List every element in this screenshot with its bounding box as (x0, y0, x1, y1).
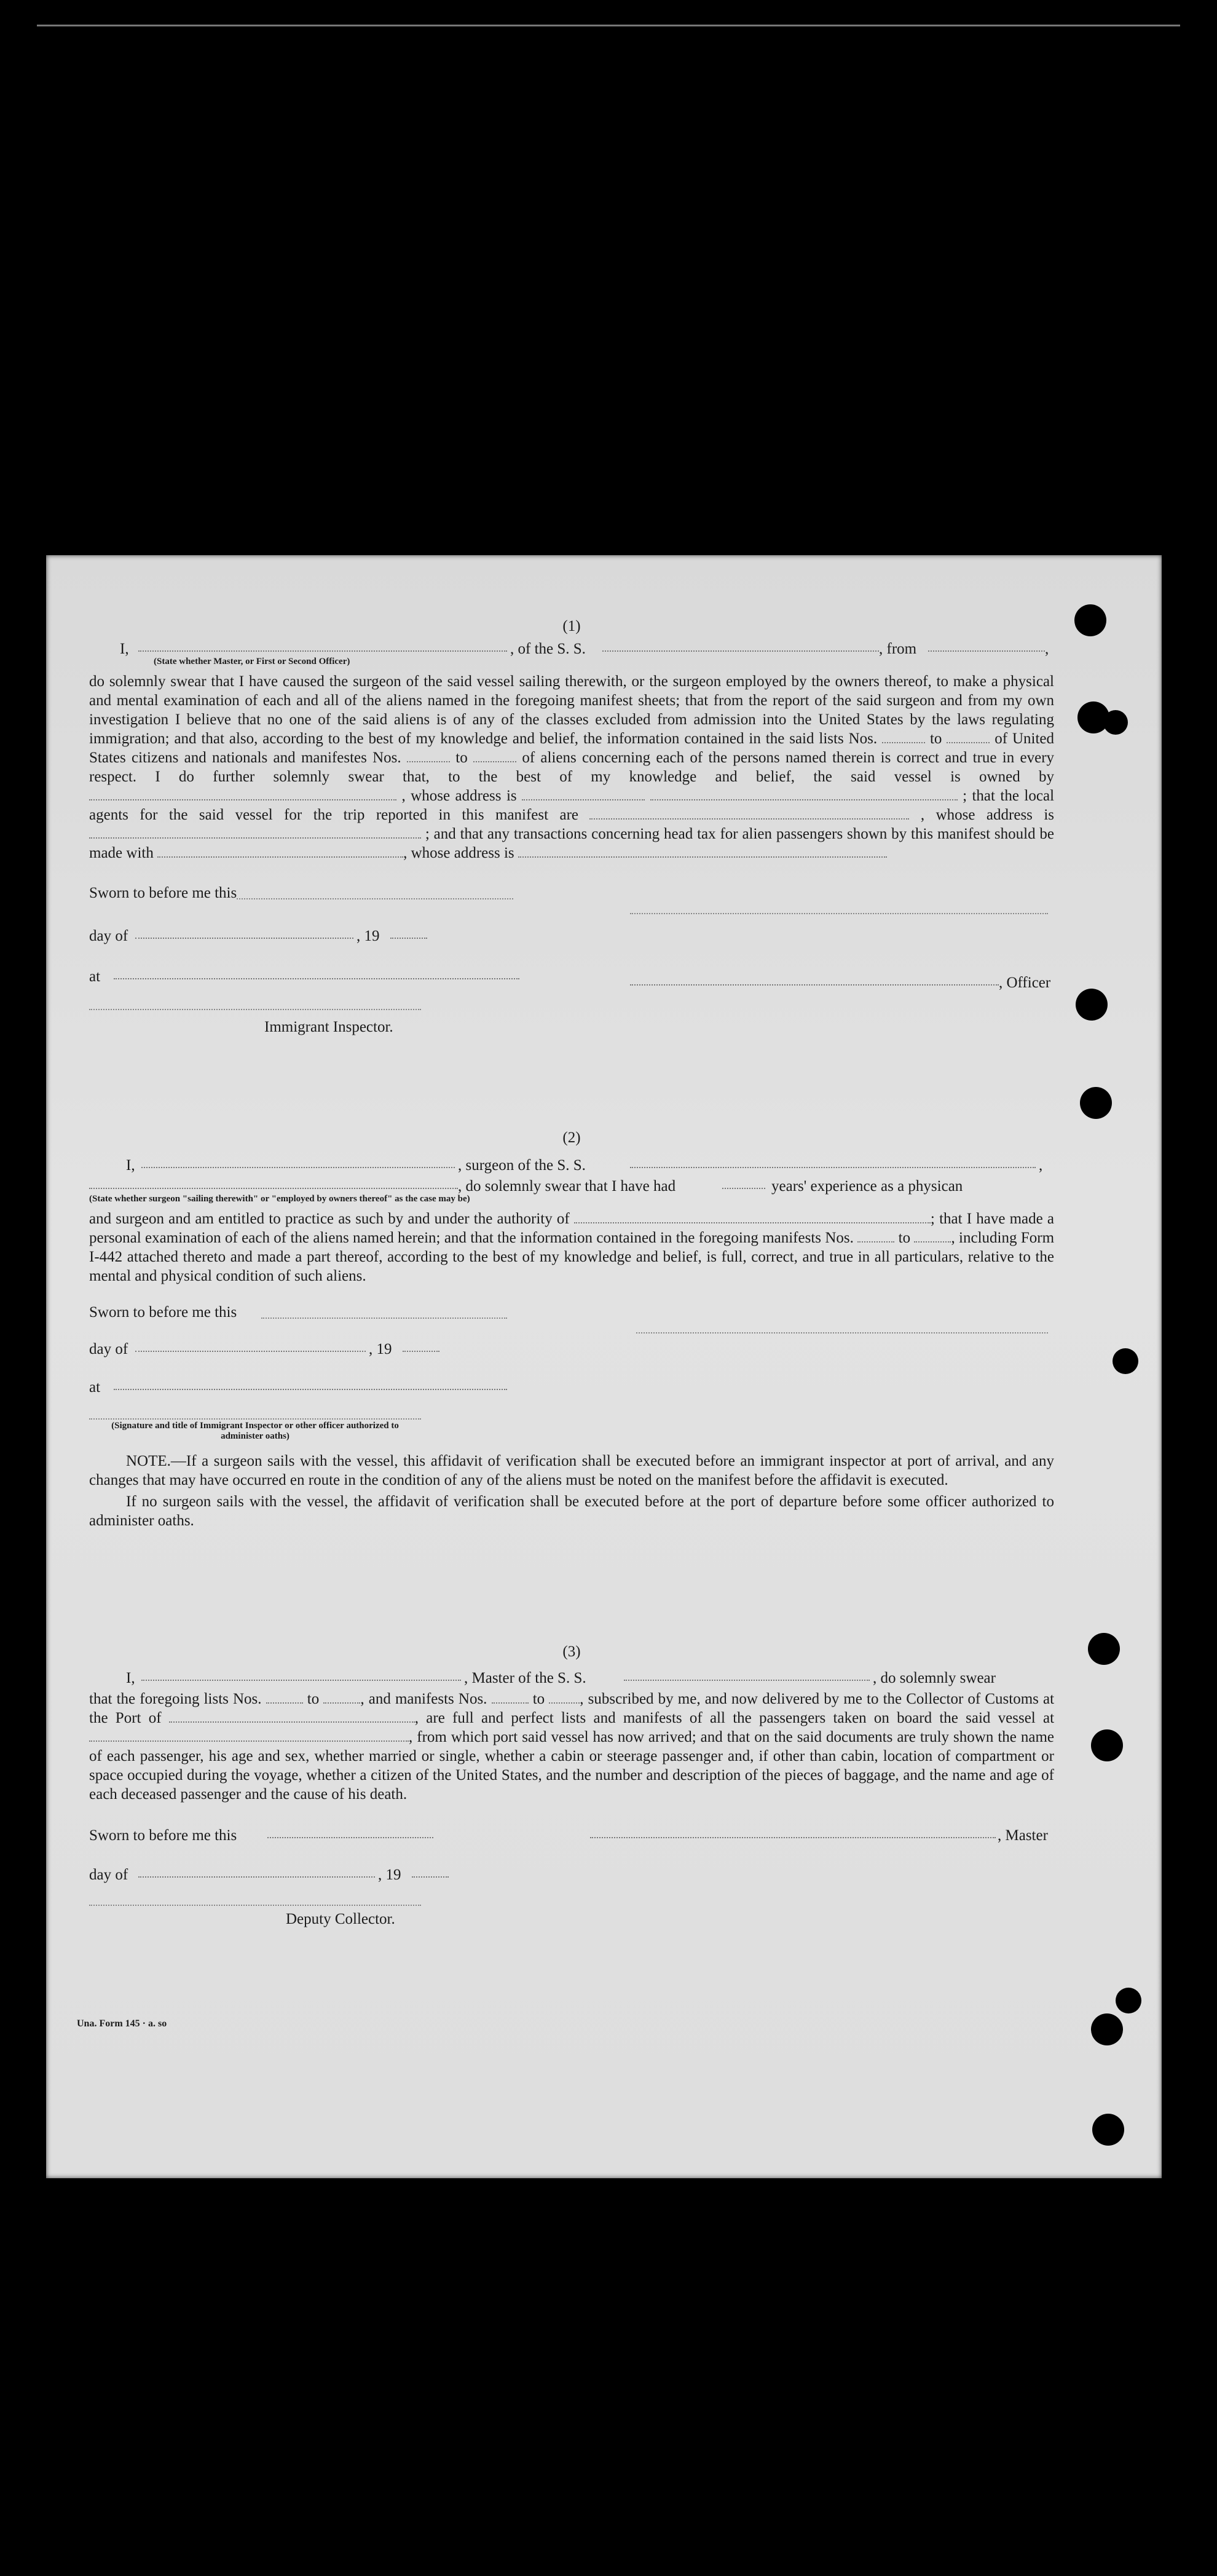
film-edge-line (37, 25, 1180, 26)
section-text: , are full and perfect lists and manifests of all the passengers (414, 1710, 826, 1726)
blank-line (157, 844, 403, 858)
blank-line (135, 1338, 366, 1352)
blank-line (928, 638, 1045, 652)
section-text: to (307, 1691, 320, 1707)
punch-hole (1091, 1729, 1123, 1761)
section-text: that I have made a personal examination of each of the aliens named herein; and that the information contained in the foregoing manifests Nos. (89, 1211, 1055, 1246)
form-number: Una. Form 145 · a. so (77, 2018, 167, 2029)
blank-line (89, 825, 421, 839)
blank-line (947, 730, 990, 743)
punch-hole (1103, 710, 1128, 735)
blank-line (135, 925, 353, 939)
blank-line (473, 749, 516, 762)
blank-line (89, 787, 396, 800)
blank-line (492, 1690, 529, 1704)
section-text: ; and that any transactions concerning head tax for alien passengers shown by this manifest should be made with (89, 826, 1055, 861)
section-text: , from (879, 641, 917, 657)
section-text: years' experience as a physican (771, 1178, 963, 1195)
section-1 (89, 617, 1054, 1036)
blank-line (574, 1210, 931, 1223)
blank-line (589, 806, 909, 820)
punch-hole (1088, 1633, 1120, 1665)
section-text: , whose address is (920, 807, 1055, 823)
sworn-label: Sworn to before me this (89, 1827, 237, 1844)
punch-hole (1076, 989, 1108, 1021)
blank-line (857, 1229, 894, 1243)
section-text: , including Form I-442 attached thereto and made a part thereof, according to the best of my knowledge and belief, is full, correct, and true in all particulars, relative to the mental and physical condition of such aliens. (89, 1230, 1055, 1284)
section-text: , do solemnly swear that I have had (458, 1178, 676, 1195)
blank-line (114, 966, 519, 979)
punch-hole (1080, 1087, 1112, 1119)
section-text: , (1039, 1157, 1043, 1174)
section-text: I, (126, 1670, 135, 1686)
section-text: to (455, 749, 468, 766)
section-text: , and manifests Nos. (360, 1691, 487, 1707)
section-text: , of the S. S. (510, 641, 586, 657)
year-label: , 19 (369, 1341, 392, 1357)
section-text: , surgeon of the S. S. (458, 1157, 586, 1174)
blank-line (266, 1690, 303, 1704)
master-label: , Master (998, 1827, 1048, 1844)
section-text: of United States citizens and nationals and manifestes Nos. (89, 730, 1054, 766)
section-text: , (1045, 641, 1049, 657)
blank-line (630, 1155, 1036, 1168)
year-label: , 19 (378, 1867, 401, 1883)
section-text: Collector of Customs at the Port of (89, 1691, 1055, 1726)
section-number: (2) (562, 1129, 581, 1146)
section-text: to (898, 1230, 911, 1246)
blank-line (169, 1709, 415, 1723)
section-text: to (929, 730, 942, 747)
blank-line (89, 1175, 458, 1189)
blank-line (390, 925, 427, 939)
blank-line (261, 1318, 507, 1319)
signature-line (630, 913, 1048, 914)
blank-line (602, 638, 879, 652)
section-text: do solemnly swear that I have caused the surgeon of the said vessel sailing therewith, or the surgeon employed by the owners thereof, to make a physical and mental examination of each and all of the aliens named in the foregoing manifest sheets; that from the report of the said surgeon and from my own investigation I believe that no one of the said aliens is of any of the classes excluded from admission into the United States by the laws regulating immigration; and that also, according to the best of my knowledge and belief, the information contained in the said lists Nos. (89, 673, 1054, 747)
field-note: (State whether Master, or First or Second Officer) (154, 657, 350, 666)
day-label: day of (89, 1341, 128, 1357)
blank-line (882, 730, 925, 743)
signature-line (89, 1009, 421, 1010)
punch-hole (1074, 604, 1106, 636)
sworn-label: Sworn to before me this (89, 885, 237, 901)
punch-hole (1092, 2114, 1124, 2146)
section-text: whose address is (411, 845, 514, 861)
section-text: , Master of the S. S. (464, 1670, 586, 1686)
blank-line (412, 1864, 449, 1878)
signature-line (89, 1418, 421, 1420)
section-text: taken on board the said vessel at (833, 1710, 1055, 1726)
blank-line (141, 1667, 461, 1681)
section-text: , (403, 845, 408, 861)
section-text: I, (126, 1157, 135, 1174)
officer-label: , Officer (999, 974, 1051, 991)
at-label: at (89, 1379, 101, 1396)
section-text: , subscribed by me, and now delivered by me to the (580, 1691, 902, 1707)
blank-line (323, 1690, 360, 1704)
blank-line (518, 844, 887, 858)
section-text: ; (930, 1211, 935, 1227)
blank-line (141, 1155, 455, 1168)
blank-line (650, 787, 958, 800)
note-paragraph: NOTE.—If a surgeon sails with the vessel, this affidavit of verification shall be executed before an immigrant inspector at port of arrival, and any changes that may have occurred en route in the condition of any of the aliens must be noted on the manifest before the affidavit is executed. (89, 1453, 1054, 1488)
blank-line (138, 1864, 375, 1878)
punch-hole (1091, 2013, 1123, 2045)
section-text: that the foregoing lists Nos. (89, 1691, 262, 1707)
section-text: , do solemnly swear (873, 1670, 996, 1686)
blank-line (237, 898, 513, 899)
blank-line (267, 1825, 433, 1838)
section-2 (89, 1128, 1054, 1530)
signature-caption: (Signature and title of Immigrant Inspector or other officer authorized to administer oaths) (111, 1421, 399, 1441)
section-text: , whose address is (401, 788, 517, 804)
signature-line (89, 1905, 421, 1906)
sworn-label: Sworn to before me this (89, 1304, 237, 1321)
section-number: (3) (562, 1643, 581, 1660)
section-text: and surgeon and am entitled to practice as such by and under the authority of (89, 1211, 570, 1227)
field-note: (State whether surgeon "sailing therewith" or "employed by owners thereof" as the case may be) (89, 1194, 470, 1204)
punch-hole (1113, 1348, 1138, 1374)
section-text: , from which port said vessel has now arrived; and that on the said documents are truly shown the name of each passenger, his age and sex, whether married or single, whether a cabin or steerage passenger and, if other than cabin, location of compartment or space occupied during the voyage, whether a citizen of the United States, and the number and description of the pieces of baggage, and the name and age of each deceased passenger and the cause of his death. (89, 1729, 1054, 1803)
blank-line (89, 1728, 409, 1742)
blank-line (114, 1377, 507, 1390)
at-label: at (89, 968, 101, 985)
section-text: to (532, 1691, 545, 1707)
section-text: ; that the local agents for the said vessel for the trip reported in this manifest are (89, 788, 1055, 823)
blank-line (722, 1175, 765, 1189)
blank-line (522, 787, 645, 800)
blank-line (549, 1690, 580, 1704)
punch-hole (1116, 1988, 1141, 2013)
inspector-label: Immigrant Inspector. (264, 1019, 393, 1035)
day-label: day of (89, 928, 128, 944)
blank-line (403, 1338, 439, 1352)
signature-line (636, 1332, 1048, 1333)
section-number: (1) (562, 618, 581, 634)
day-label: day of (89, 1867, 128, 1883)
section-text: of aliens concerning each of the persons named therein is correct and true in every respect. I do further solemnly swear that, to the best of my knowledge and belief, the said vessel is owned by (89, 749, 1055, 785)
blank-line (630, 972, 999, 986)
signature-line (590, 1825, 996, 1838)
blank-line (138, 638, 507, 652)
year-label: , 19 (356, 928, 380, 944)
deputy-label: Deputy Collector. (286, 1911, 395, 1927)
blank-line (407, 749, 450, 762)
note-paragraph: If no surgeon sails with the vessel, the affidavit of verification shall be executed before at the port of departure before some officer authorized to administer oaths. (89, 1493, 1054, 1529)
blank-line (624, 1667, 870, 1681)
section-text: I, (120, 641, 129, 657)
form-page (46, 555, 1162, 2178)
section-3 (89, 1642, 1054, 1929)
blank-line (914, 1229, 951, 1243)
